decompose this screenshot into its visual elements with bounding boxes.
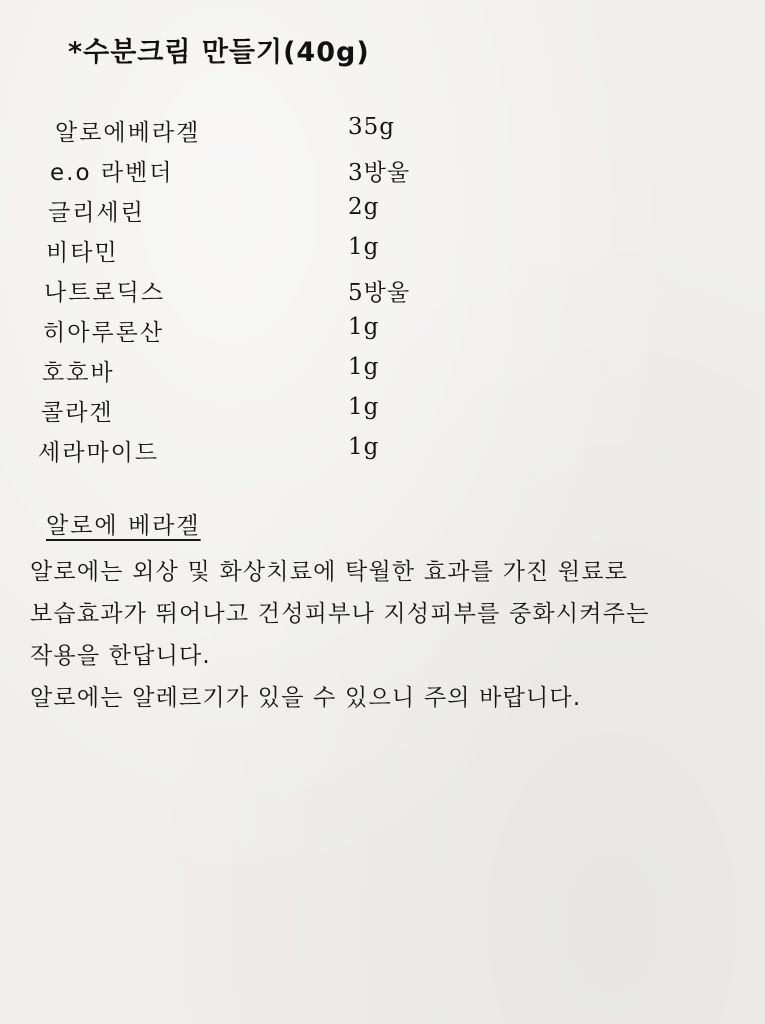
- ingredient-row: [0, 148, 765, 188]
- ingredient-name: e.o 라벤더: [50, 160, 174, 186]
- ingredient-amount: 2g: [348, 194, 380, 220]
- recipe-title: *수분크림 만들기(40g): [68, 37, 370, 68]
- ingredient-amount: 5방울: [348, 280, 411, 306]
- paragraph-line: 알로에는 알레르기가 있을 수 있으니 주의 바랍니다.: [30, 685, 582, 711]
- ingredient-row: [0, 108, 765, 148]
- paragraph-line: 작용을 한답니다.: [30, 643, 211, 669]
- ingredient-row: [0, 308, 765, 348]
- ingredient-row: [0, 228, 765, 268]
- ingredient-name: 콜라겐: [41, 400, 114, 426]
- ingredient-name: 세라마이드: [38, 440, 160, 466]
- ingredient-row: [0, 268, 765, 308]
- ingredient-name: 히아루론산: [43, 320, 165, 346]
- ingredient-amount: 1g: [348, 434, 380, 460]
- ingredient-amount: 35g: [348, 114, 395, 140]
- ingredient-name: 알로에베라겔: [55, 120, 201, 146]
- ingredient-name: 글리세린: [48, 200, 145, 226]
- ingredient-amount: 1g: [348, 394, 380, 420]
- ingredient-amount: 1g: [348, 234, 380, 260]
- ingredient-row: [0, 188, 765, 228]
- section-heading: 알로에 베라겔: [46, 513, 201, 539]
- paragraph-line: 알로에는 외상 및 화상치료에 탁월한 효과를 가진 원료로: [30, 559, 629, 585]
- ingredient-name: 호호바: [42, 360, 115, 386]
- paragraph-line: 보습효과가 뛰어나고 건성피부나 지성피부를 중화시켜주는: [30, 601, 650, 627]
- ingredient-amount: 3방울: [348, 160, 411, 186]
- ingredient-row: [0, 388, 765, 428]
- ingredient-amount: 1g: [348, 354, 380, 380]
- ingredient-row: [0, 348, 765, 388]
- ingredient-name: 비타민: [46, 240, 119, 266]
- ingredient-amount: 1g: [348, 314, 380, 340]
- ingredient-name: 나트로딕스: [44, 280, 166, 306]
- ingredient-row: [0, 428, 765, 468]
